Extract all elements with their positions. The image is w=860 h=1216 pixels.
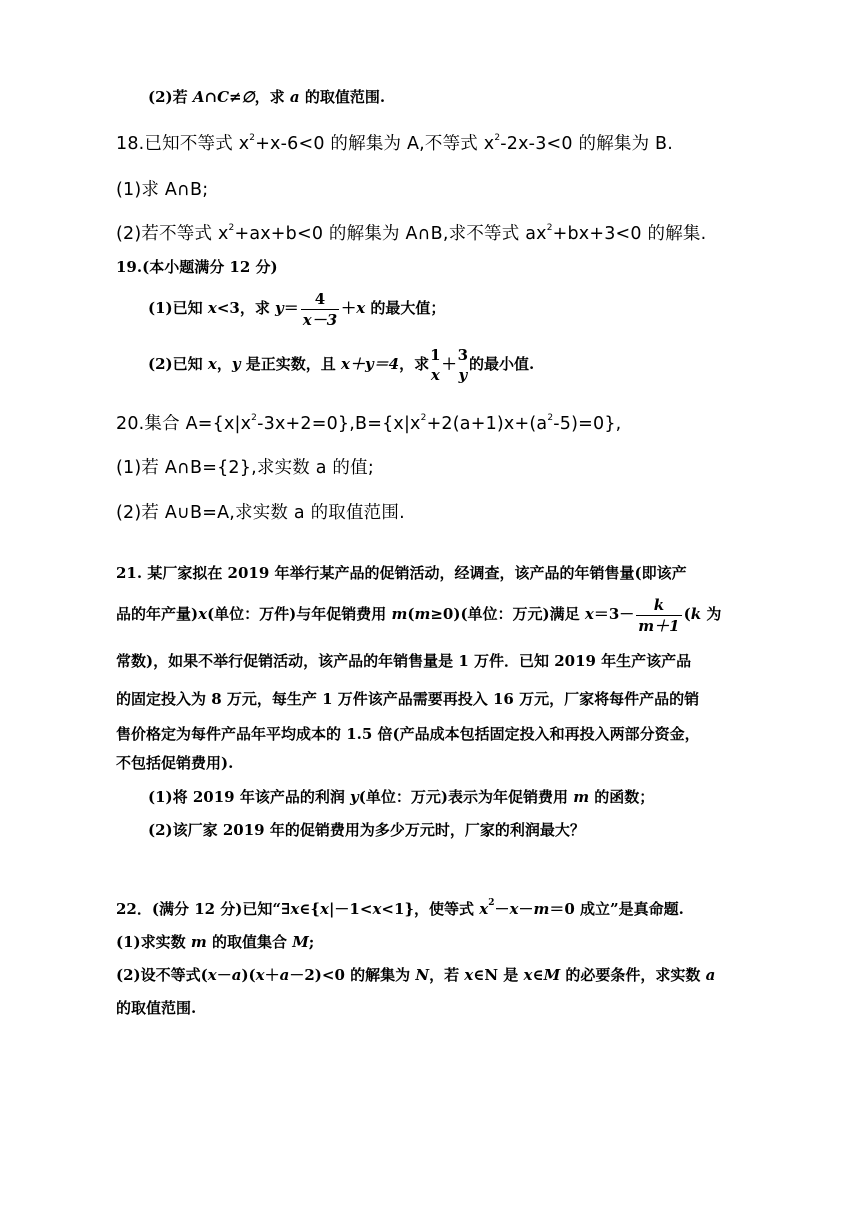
fraction-denominator: x－3 (302, 310, 338, 329)
q18-sup: 2 (546, 223, 553, 233)
q22-var: x (255, 966, 265, 984)
q20-part1: (1)若 A∩B={2},求实数 a 的值; (116, 458, 374, 478)
q21-line1: 21. 某厂家拟在 2019 年举行某产品的促销活动，经调查，该产品的年销售量(即该产 (116, 564, 687, 582)
q21-part1-c: 的函数； (589, 788, 655, 806)
q21-part1-a: (1)将 2019 年该产品的利润 (148, 788, 351, 806)
q21-line2-b: (单位：万件)与年促销费用 (207, 605, 392, 623)
q22-part2-i: 的必要条件，求实数 (560, 966, 706, 984)
q22-var: m (533, 900, 550, 918)
q21-line3: 常数)，如果不举行促销活动，该产品的年销售量是 1 万件．已知 2019 年生产该产品 (116, 652, 692, 670)
q22-line1 (116, 898, 684, 919)
q17-part2-end: 的取值范围. (299, 88, 386, 106)
fraction-numerator: 3 (457, 346, 469, 364)
q22-var: x (479, 900, 489, 918)
q21-line2-k: k (690, 605, 702, 623)
q19-part1-d: 的最大值； (365, 299, 446, 317)
q22-line1-g: ＝0 成立”是真命题. (549, 900, 684, 918)
q22-part1-b: 的取值集合 (206, 933, 293, 951)
q21-line2-m: m (391, 605, 408, 623)
q19-part1-eq: ＝ (283, 299, 299, 317)
q22-var: a (231, 966, 242, 984)
q21-line2-x: x (198, 605, 208, 623)
q21-part1-b: (单位：万元)表示为年促销费用 (358, 788, 574, 806)
q22-line3: 的取值范围. (116, 999, 197, 1017)
q19-fraction (301, 289, 339, 330)
q22-var: N (415, 966, 430, 984)
q19-part1-y: y (275, 299, 284, 317)
fraction-denominator: m＋1 (638, 616, 680, 635)
q19-part2-b: ， (216, 355, 232, 373)
q22-var: m (190, 933, 207, 951)
q19-part2-d: ，求 (399, 355, 430, 373)
q18-sup: 2 (228, 223, 235, 233)
q20-stem-c: +2(a+1)x+(a (426, 414, 548, 434)
q22-line1-a: 22．(满分 12 分)已知“∃ (116, 900, 291, 918)
q21-line2-a: 品的年产量) (116, 605, 199, 623)
q21-line4: 的固定投入为 8 万元，每生产 1 万件该产品需要再投入 16 万元，厂家将每件产品的销 (116, 690, 700, 708)
q18-stem-b: +x-6<0 的解集为 A,不等式 x (255, 134, 495, 154)
q20-stem (116, 410, 621, 435)
q18-part1: (1)求 A∩B; (116, 180, 209, 200)
q21-part1-y: y (350, 788, 359, 806)
q22-part1-a: (1)求实数 (116, 933, 191, 951)
q20-sup: 2 (251, 413, 258, 423)
q19-part2-e: 的最小值. (469, 355, 535, 373)
q21-part1 (148, 786, 654, 807)
fraction-denominator: x (430, 366, 440, 384)
q19-part1-a: (1)已知 (148, 299, 208, 317)
q21-line2-f: ( (683, 605, 691, 623)
q20-stem-d: -5)=0}, (553, 414, 622, 434)
q22-part2-h: ∈ (532, 966, 544, 984)
q22-part2-g: ∈N 是 (473, 966, 524, 984)
fraction-numerator: 4 (314, 289, 326, 308)
q22-line1-d: <1}，使等式 (381, 900, 480, 918)
q21-fraction (636, 595, 681, 636)
q19-part2-x: x (207, 355, 217, 373)
q19-part2-y: y (231, 355, 241, 373)
q17-part2-var: a (289, 88, 300, 106)
q22-line1-b: ∈{ (299, 900, 321, 918)
q22-var: x (207, 966, 217, 984)
q21-line2 (116, 592, 721, 636)
q22-line1-c: |－1< (328, 900, 373, 918)
q20-sup: 2 (420, 413, 427, 423)
q21-line2-d: ≥0)(单位：万元)满足 (430, 605, 585, 623)
q19-part2-a: (2)已知 (148, 355, 208, 373)
q19-plus: ＋ (441, 355, 457, 373)
q19-part2-sum: x＋y＝4 (341, 355, 400, 373)
q18-stem (116, 130, 673, 155)
fraction-numerator: k (653, 595, 665, 614)
q18-part2 (116, 220, 706, 245)
q19-part1-x2: x (356, 299, 366, 317)
q18-stem-a: 18.已知不等式 x (116, 134, 250, 154)
q22-part2-b: － (216, 966, 232, 984)
q22-part1 (116, 931, 314, 952)
q18-sup: 2 (494, 133, 501, 143)
q21-line2-e: ＝3－ (593, 605, 635, 623)
q22-sup: 2 (488, 898, 495, 908)
q20-sup: 2 (547, 413, 554, 423)
q19-part1-x: x (207, 299, 217, 317)
q21-line2-x2: x (584, 605, 594, 623)
q22-part2-c: )( (241, 966, 256, 984)
q17-part2-prefix: (2)若 (148, 88, 193, 106)
q18-part2-c: +bx+3<0 的解集. (552, 224, 707, 244)
q22-var: x (290, 900, 300, 918)
q19-fraction-1 (429, 345, 441, 385)
q22-var: x (320, 900, 329, 918)
q19-part1-c: ＋ (341, 299, 357, 317)
q22-var: a (705, 966, 716, 984)
fraction-numerator: 1 (430, 346, 441, 364)
q22-line1-f: － (518, 900, 534, 918)
q18-part2-a: (2)若不等式 x (116, 224, 229, 244)
q22-part2-e: －2)<0 的解集为 (289, 966, 416, 984)
q20-stem-a: 20.集合 A={x|x (116, 414, 252, 434)
q22-var: a (279, 966, 290, 984)
q22-var: x (372, 900, 382, 918)
q21-line5: 售价格定为每件产品年平均成本的 1.5 倍(产品成本包括固定投入和再投入两部分资金， (116, 725, 700, 743)
q19-part2 (148, 342, 534, 386)
q17-part2-math: A∩C≠∅ (192, 88, 255, 106)
q20-part2: (2)若 A∪B=A,求实数 a 的取值范围. (116, 503, 405, 523)
q20-stem-b: -3x+2=0},B={x|x (257, 414, 421, 434)
q19-part1 (148, 286, 445, 330)
q22-part2-a: (2)设不等式( (116, 966, 208, 984)
q18-sup: 2 (249, 133, 256, 143)
q22-line1-e: － (494, 900, 510, 918)
q19-part1-b: <3，求 (216, 299, 276, 317)
q22-var: x (509, 900, 519, 918)
q22-var: x (523, 966, 533, 984)
q22-part2-d: ＋ (264, 966, 280, 984)
q22-var: M (543, 966, 561, 984)
q18-stem-c: -2x-3<0 的解集为 B. (500, 134, 674, 154)
q22-part2-f: ，若 (429, 966, 465, 984)
q21-line2-g: 为 (701, 605, 722, 623)
q21-line2-m2: m (414, 605, 431, 623)
q17-part2 (148, 86, 385, 107)
q22-var: M (292, 933, 309, 951)
fraction-denominator: y (458, 366, 468, 384)
q22-var: x (464, 966, 474, 984)
q22-part1-c: ; (308, 933, 315, 951)
q22-part2 (116, 964, 715, 985)
q19-header: 19.(本小题满分 12 分) (116, 258, 278, 276)
q21-part1-m: m (573, 788, 590, 806)
q19-fraction-2 (457, 345, 469, 385)
q21-line6: 不包括促销费用). (116, 754, 234, 772)
q21-line2-c: ( (407, 605, 415, 623)
q21-part2: (2)该厂家 2019 年的促销费用为多少万元时，厂家的利润最大？ (148, 821, 585, 839)
q19-part2-c: 是正实数，且 (240, 355, 341, 373)
q18-part2-b: +ax+b<0 的解集为 A∩B,求不等式 ax (234, 224, 547, 244)
q17-part2-suffix: ，求 (254, 88, 290, 106)
